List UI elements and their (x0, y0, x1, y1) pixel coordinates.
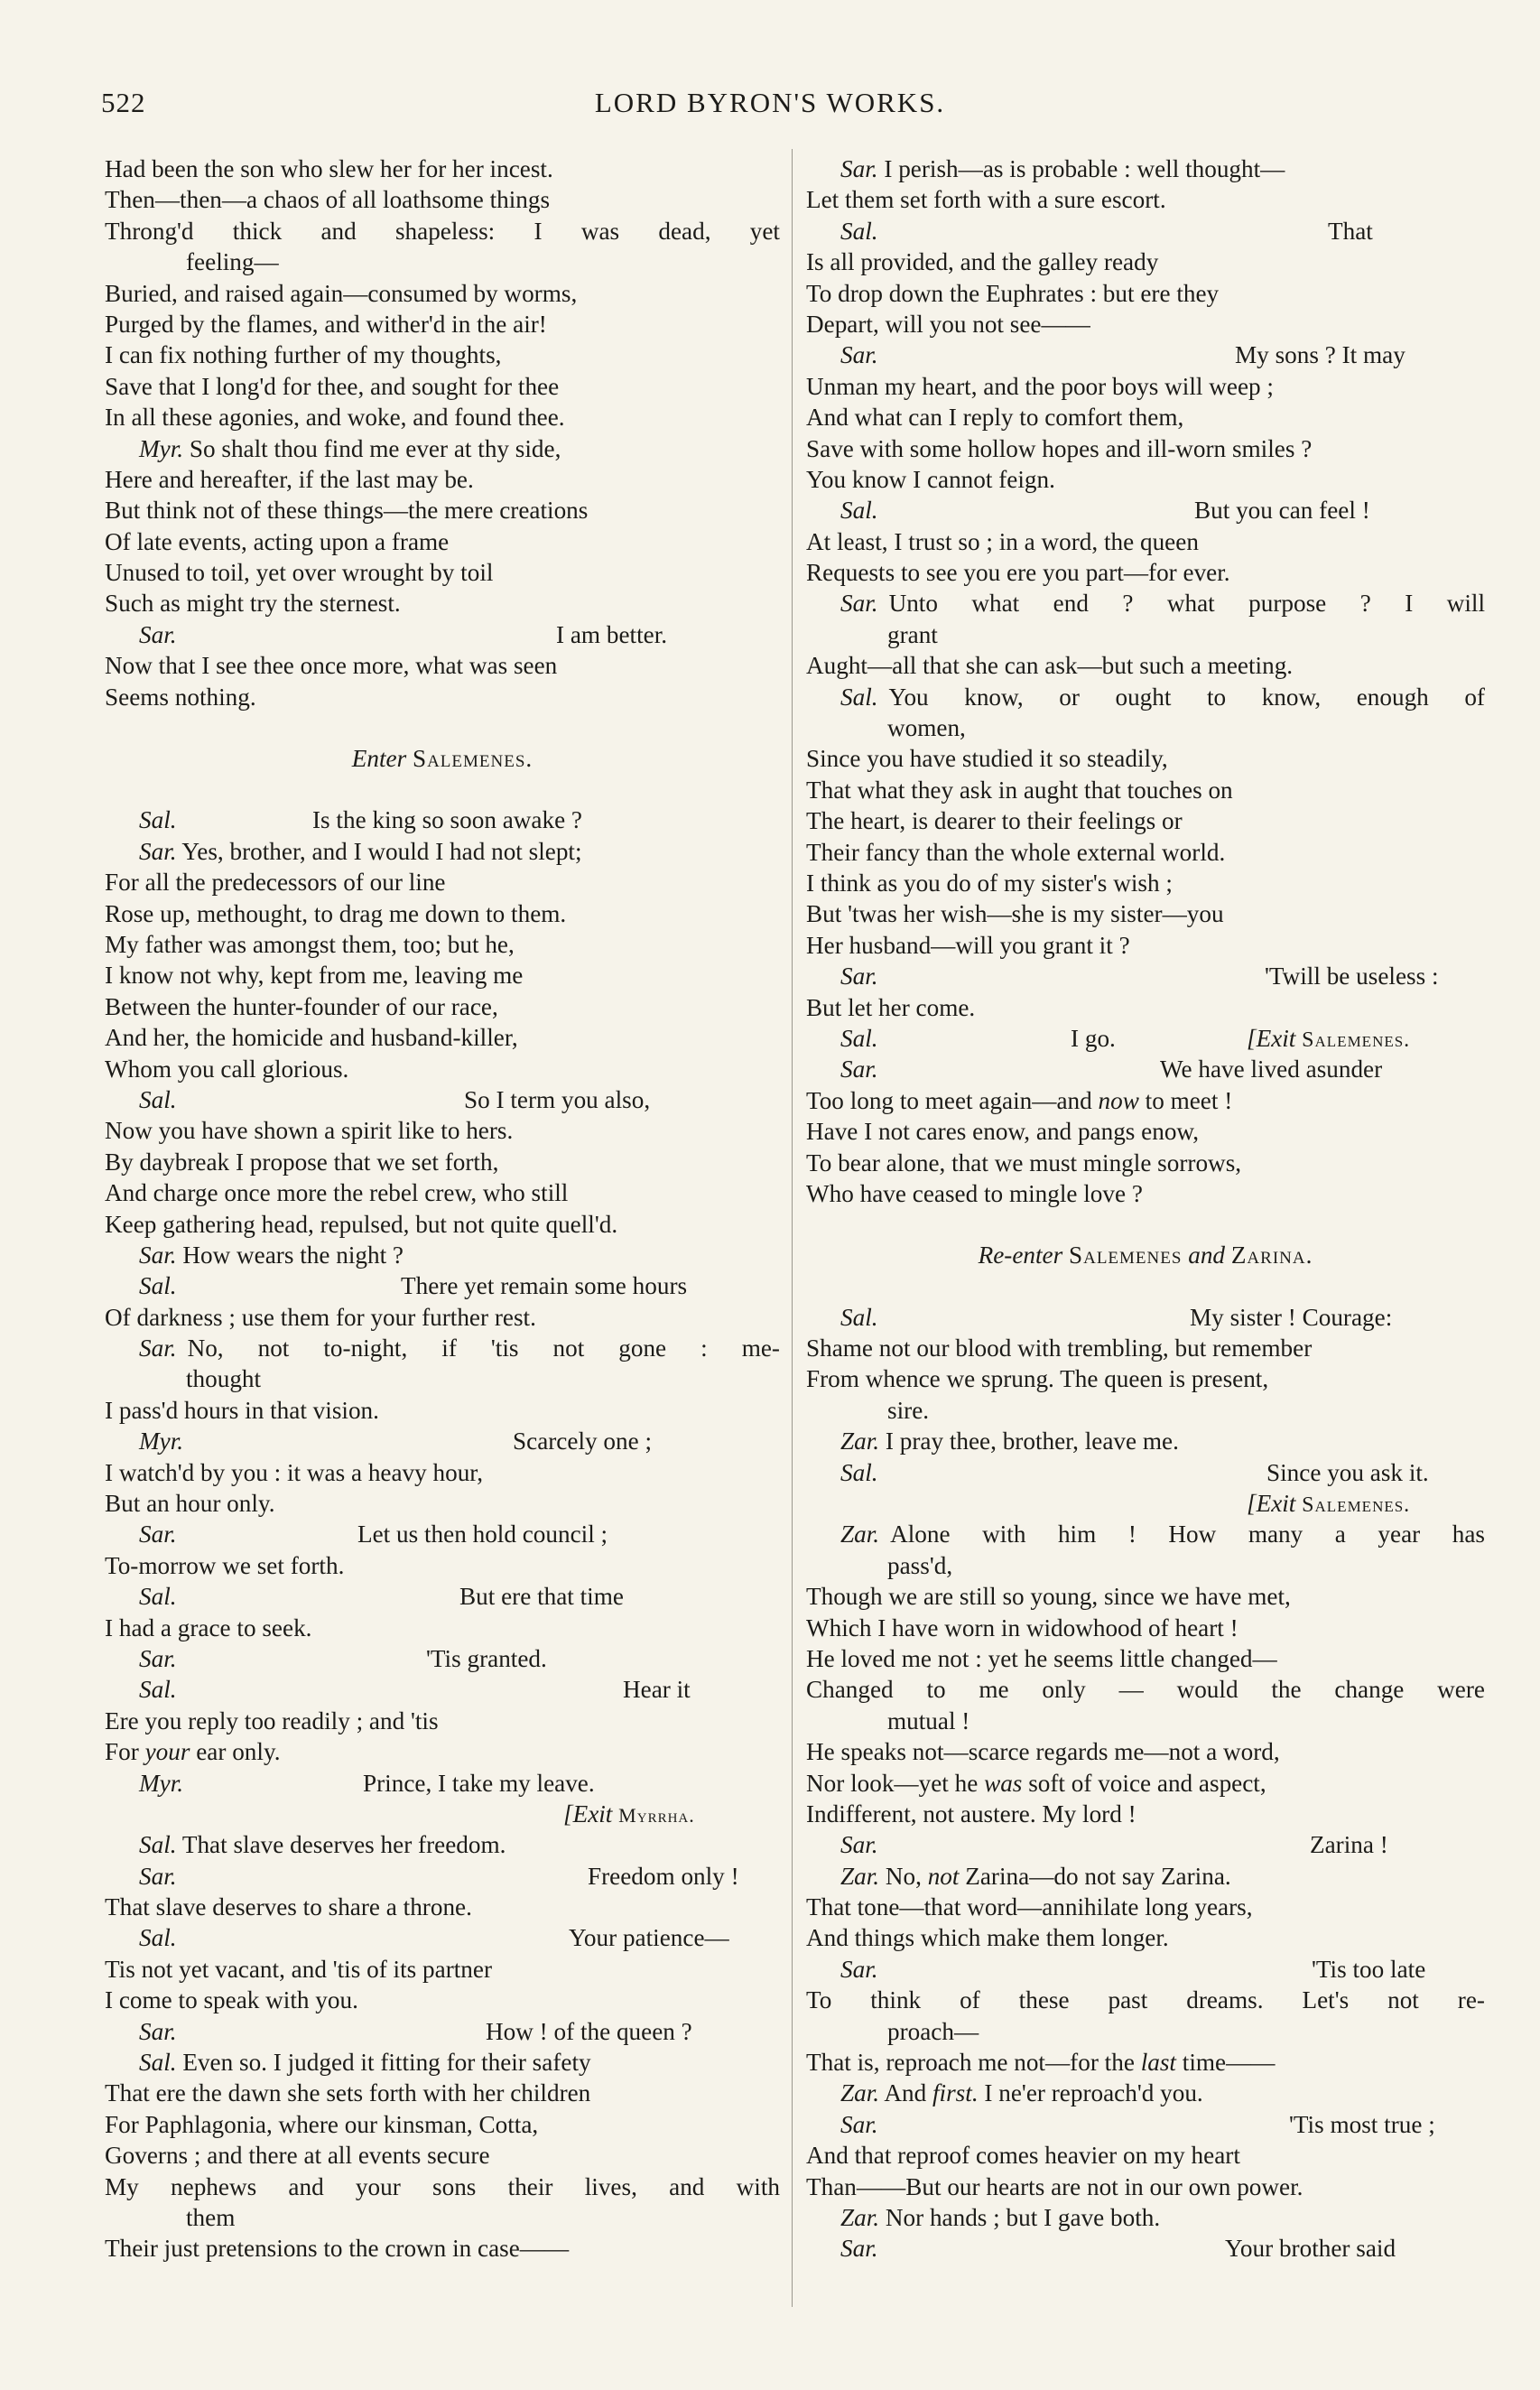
speech-line: Sar. 'Tis granted. (139, 1644, 547, 1672)
speech-line: Sal. So I term you also, (139, 1085, 651, 1113)
verse-line: Of late events, acting upon a frame (105, 527, 450, 555)
speaker-label: Sal. (139, 1924, 177, 1952)
speaker-label: Myr. (139, 1427, 184, 1455)
speech-line: Myr. Scarcely one ; (139, 1427, 652, 1455)
verse-line: Her husband—will you grant it ? (806, 931, 1130, 959)
verse-line: mutual ! (887, 1706, 970, 1734)
speech-line: Sal. Since you ask it. (840, 1458, 1429, 1486)
verse-line: Let them set forth with a sure escort. (806, 186, 1166, 214)
speech-line: Sar. Unto what end ? what purpose ? I will (806, 588, 1485, 618)
speech-line: Sal. You know, or ought to know, enough of (806, 682, 1485, 712)
speaker-label: Sal. (840, 1024, 878, 1052)
speech-line: Sar. We have lived asunder (840, 1056, 1383, 1083)
verse-line: Now that I see thee once more, what was seen (105, 652, 558, 680)
speaker-label: Myr. (139, 434, 184, 462)
verse-line: From whence we sprung. The queen is present, (806, 1365, 1269, 1393)
verse-line: Requests to see you ere you part—for ever. (806, 559, 1230, 587)
verse-line: sire. (887, 1396, 930, 1424)
speaker-label: Sar. (840, 1955, 878, 1983)
verse-line: Changed to me only — would the change were (806, 1676, 1485, 1704)
verse-line: I pass'd hours in that vision. (105, 1396, 379, 1424)
verse-line: Here and hereafter, if the last may be. (105, 465, 474, 493)
verse-line: I watch'd by you : it was a heavy hour, (105, 1458, 484, 1486)
speaker-label: Sar. (139, 1334, 177, 1362)
speaker-label: Sar. (840, 1831, 878, 1859)
speaker-label: Sar. (139, 837, 177, 865)
verse-line: Indifferent, not austere. My lord ! (806, 1799, 1136, 1827)
verse-line: Have I not cares enow, and pangs enow, (806, 1118, 1200, 1146)
verse-line: I can fix nothing further of my thoughts, (105, 341, 502, 369)
speech-line: Sal. Hear it (139, 1676, 691, 1704)
speech-line: Myr. So shalt thou find me ever at thy side, (139, 434, 561, 462)
verse-line: Such as might try the sternest. (105, 590, 401, 618)
verse-line: Shame not our blood with trembling, but remember (806, 1334, 1313, 1362)
speaker-label: Sar. (139, 1644, 177, 1672)
verse-line: My nephews and your sons their lives, and with (105, 2172, 780, 2200)
speaker-label: Sal. (840, 1303, 878, 1331)
verse-line: For all the predecessors of our line (105, 869, 446, 897)
speech-line: Sal. But you can feel ! (840, 497, 1370, 525)
speaker-label: Sal. (840, 683, 878, 711)
speaker-label: Sar. (840, 155, 878, 182)
verse-line: Which I have worn in widowhood of heart ! (806, 1613, 1238, 1641)
speaker-label: Zar. (840, 2204, 880, 2231)
verse-line: Seems nothing. (105, 683, 256, 711)
verse-line: And what can I reply to comfort them, (806, 404, 1184, 432)
exit-direction: [Exit Salemenes. (1247, 1490, 1411, 1518)
stage-direction: Re-enter Salemenes and Zarina. (978, 1241, 1313, 1269)
speech-line: Sal. Is the king so soon awake ? (139, 806, 582, 834)
verse-line: That what they ask in aught that touches on (806, 776, 1233, 804)
speech-line: Zar. And first. I ne'er reproach'd you. (840, 2079, 1203, 2107)
verse-line: Governs ; and there at all events secure (105, 2142, 490, 2170)
verse-line: Keep gathering head, repulsed, but not quite quell'd. (105, 1210, 618, 1238)
verse-line: And charge once more the rebel crew, who still (105, 1179, 569, 1207)
speaker-label: Sar. (139, 1520, 177, 1548)
speaker-label: Sal. (840, 1458, 878, 1486)
verse-line: Who have ceased to mingle love ? (806, 1179, 1143, 1207)
verse-line: Buried, and raised again—consumed by worms, (105, 279, 578, 307)
verse-line: At least, I trust so ; in a word, the queen (806, 527, 1199, 555)
speech-line: Sar. No, not to-night, if 'tis not gone : me- (105, 1333, 780, 1363)
verse-line: feeling— (186, 248, 279, 276)
verse-line: Unman my heart, and the poor boys will weep ; (806, 372, 1274, 400)
verse-line: That is, reproach me not—for the last time—— (806, 2049, 1276, 2077)
verse-line: grant (887, 620, 938, 648)
verse-line: Between the hunter-founder of our race, (105, 992, 498, 1020)
speaker-label: Sar. (840, 963, 878, 990)
speaker-label: Sar. (840, 2235, 878, 2263)
verse-line: I know not why, kept from me, leaving me (105, 962, 524, 990)
speech-line: Sar. How wears the night ? (139, 1241, 404, 1269)
verse-line: But think not of these things—the mere creations (105, 497, 589, 525)
speaker-label: Sal. (139, 1831, 177, 1859)
verse-line: To drop down the Euphrates : but ere they (806, 279, 1220, 307)
speech-line: Sal. Even so. I judged it fitting for their safety (139, 2049, 591, 2077)
speech-line: Sar. 'Tis too late (840, 1955, 1426, 1983)
column-divider (792, 149, 793, 2307)
verse-line: I think as you do of my sister's wish ; (806, 869, 1173, 897)
verse-line: I had a grace to seek. (105, 1613, 312, 1641)
verse-line: Of darkness ; use them for your further rest. (105, 1303, 536, 1331)
speaker-label: Sal. (139, 806, 177, 834)
speech-line: Sal. But ere that time (139, 1583, 624, 1611)
speaker-label: Sar. (139, 620, 177, 648)
verse-line: Is all provided, and the galley ready (806, 248, 1159, 276)
speaker-label: Sar. (139, 2017, 177, 2045)
speaker-label: Sal. (139, 1085, 177, 1113)
exit-direction: [Exit Myrrha. (563, 1799, 695, 1827)
speech-line: Sar. Zarina ! (840, 1831, 1388, 1859)
verse-line: And that reproof comes heavier on my heart (806, 2142, 1240, 2170)
verse-line: Unused to toil, yet over wrought by toil (105, 559, 494, 587)
speaker-label: Sar. (840, 341, 878, 369)
speech-line: Sar. Yes, brother, and I would I had not slept; (139, 837, 582, 865)
speech-line: Sar. Let us then hold council ; (139, 1520, 608, 1548)
speech-line: Zar. Alone with him ! How many a year has (806, 1519, 1485, 1549)
speaker-label: Sal. (840, 497, 878, 525)
verse-line: Save with some hollow hopes and ill-worn smiles ? (806, 434, 1313, 462)
verse-line: Tis not yet vacant, and 'tis of its partner (105, 1955, 493, 1983)
speech-line: Sar. How ! of the queen ? (139, 2017, 692, 2045)
verse-line: women, (887, 714, 966, 742)
verse-line: Purged by the flames, and wither'd in the air! (105, 310, 547, 338)
verse-line: Then—then—a chaos of all loathsome things (105, 186, 551, 214)
speaker-label: Sal. (139, 2049, 177, 2077)
verse-line: But 'twas her wish—she is my sister—you (806, 900, 1224, 928)
speaker-label: Sar. (139, 1241, 177, 1269)
speech-line: Sal. That (840, 217, 1373, 245)
left-column (105, 153, 780, 2264)
verse-line: them (186, 2204, 236, 2231)
verse-line: I come to speak with you. (105, 1986, 358, 2014)
verse-line: Now you have shown a spirit like to hers. (105, 1117, 514, 1145)
verse-line: The heart, is dearer to their feelings or (806, 807, 1183, 835)
verse-line: By daybreak I propose that we set forth, (105, 1148, 499, 1176)
speech-line: Sar. I perish—as is probable : well thought— (840, 155, 1285, 182)
speech-line: Sal. I go. [Exit Salemenes. (840, 1024, 1411, 1052)
verse-line: proach— (887, 2017, 979, 2045)
verse-line: Had been the son who slew her for her incest. (105, 155, 553, 182)
verse-line: Aught—all that she can ask—but such a meeting. (806, 652, 1294, 680)
speaker-label: Zar. (840, 2079, 880, 2107)
speech-line: Sar. Freedom only ! (139, 1862, 739, 1890)
verse-line: My father was amongst them, too; but he, (105, 930, 515, 958)
speech-line: Sal. My sister ! Courage: (840, 1303, 1393, 1331)
verse-line: Their just pretensions to the crown in case—— (105, 2235, 570, 2263)
speaker-label: Sal. (139, 1583, 177, 1611)
verse-line: Since you have studied it so steadily, (806, 745, 1168, 773)
verse-line: And things which make them longer. (806, 1924, 1169, 1952)
verse-line: That tone—that word—annihilate long years, (806, 1893, 1253, 1921)
speech-line: Zar. I pray thee, brother, leave me. (840, 1427, 1179, 1455)
speaker-label: Sar. (840, 1056, 878, 1083)
running-title: LORD BYRON'S WORKS. (594, 87, 946, 118)
speech-line: Sar. Your brother said (840, 2235, 1396, 2263)
speech-line: Sar. My sons ? It may (840, 341, 1405, 369)
speech-line: Zar. Nor hands ; but I gave both. (840, 2204, 1161, 2231)
verse-line: Whom you call glorious. (105, 1055, 349, 1083)
speaker-label: Sal. (139, 1272, 177, 1300)
verse-line: Throng'd thick and shapeless: I was dead, yet (105, 217, 780, 245)
verse-line: And her, the homicide and husband-killer, (105, 1024, 518, 1052)
speaker-label: Myr. (139, 1769, 184, 1797)
verse-line: Rose up, methought, to drag me down to them. (105, 899, 567, 927)
speech-line: Sar. 'Tis most true ; (840, 2110, 1435, 2138)
verse-line: Their fancy than the whole external world. (806, 838, 1226, 866)
verse-line: That ere the dawn she sets forth with her children (105, 2079, 591, 2107)
verse-line: To bear alone, that we must mingle sorrows, (806, 1149, 1242, 1176)
speech-line: Sal. Your patience— (139, 1924, 729, 1952)
verse-line: Save that I long'd for thee, and sought for thee (105, 372, 560, 400)
verse-line: Though we are still so young, since we have met, (806, 1583, 1291, 1611)
verse-line: In all these agonies, and woke, and found thee. (105, 404, 565, 432)
speech-line: Sal. That slave deserves her freedom. (139, 1831, 506, 1859)
speaker-label: Sar. (139, 1862, 177, 1890)
verse-line: Too long to meet again—and now to meet ! (806, 1086, 1233, 1114)
verse-line: For your ear only. (105, 1738, 281, 1766)
speech-line: Zar. No, not Zarina—do not say Zarina. (840, 1862, 1231, 1890)
verse-line: To-morrow we set forth. (105, 1551, 345, 1579)
verse-line: He speaks not—scarce regards me—not a word, (806, 1738, 1280, 1766)
verse-line: He loved me not : yet he seems little changed— (806, 1644, 1277, 1672)
verse-line: But let her come. (806, 993, 976, 1021)
verse-line: But an hour only. (105, 1490, 275, 1518)
speaker-label: Sar. (840, 590, 878, 618)
verse-line: That slave deserves to share a throne. (105, 1893, 472, 1921)
verse-line: thought (186, 1365, 262, 1393)
verse-line: Nor look—yet he was soft of voice and aspect, (806, 1769, 1266, 1797)
verse-line: Depart, will you not see—— (806, 310, 1090, 338)
verse-line: Ere you reply too readily ; and 'tis (105, 1706, 439, 1734)
verse-line: To think of these past dreams. Let's not re- (806, 1986, 1485, 2014)
speaker-label: Zar. (840, 1862, 880, 1890)
verse-line: pass'd, (887, 1551, 953, 1579)
verse-line: You know I cannot feign. (806, 465, 1055, 493)
speaker-label: Zar. (840, 1427, 880, 1455)
speaker-label: Sal. (840, 217, 878, 245)
verse-line: For Paphlagonia, where our kinsman, Cotta, (105, 2110, 539, 2138)
running-header (0, 87, 1540, 132)
right-column (806, 153, 1485, 2264)
speech-line: Myr. Prince, I take my leave. (139, 1769, 595, 1797)
page-number: 522 (101, 87, 146, 118)
speech-line: Sar. 'Twill be useless : (840, 963, 1439, 990)
stage-direction: Enter Salemenes. (351, 745, 533, 773)
speech-line: Sar. I am better. (139, 620, 668, 648)
speaker-label: Sal. (139, 1676, 177, 1704)
speaker-label: Sar. (840, 2110, 878, 2138)
verse-line: Than——But our hearts are not in our own power. (806, 2172, 1303, 2200)
speech-line: Sal. There yet remain some hours (139, 1272, 688, 1300)
speaker-label: Zar. (840, 1520, 880, 1548)
